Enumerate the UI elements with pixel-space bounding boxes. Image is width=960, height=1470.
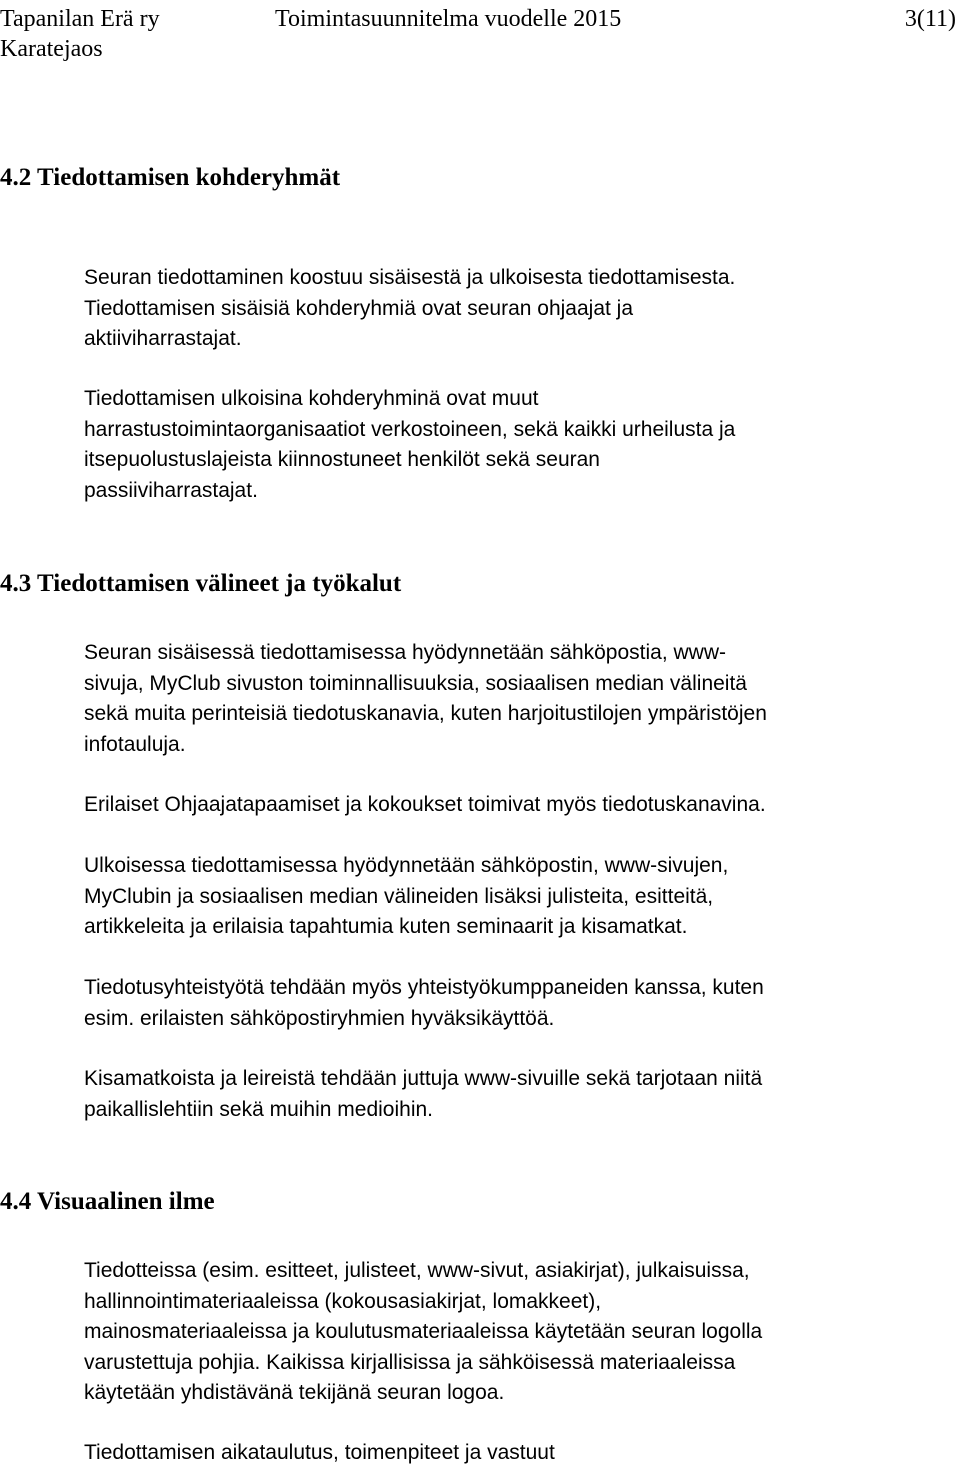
text-line: aktiiviharrastajat. <box>84 327 242 350</box>
text-line: Tiedotteissa (esim. esitteet, julisteet, www-sivut, asiakirjat), julkaisuissa, <box>84 1259 750 1282</box>
paragraph <box>84 263 735 355</box>
paragraph <box>84 851 728 943</box>
paragraph <box>84 790 766 821</box>
text-line: passiiviharrastajat. <box>84 478 258 502</box>
text-line: itsepuolustuslajeista kiinnostuneet henkilöt sekä seuran <box>84 448 600 471</box>
paragraph <box>84 1256 762 1409</box>
organization-name: Tapanilan Erä ry <box>0 6 160 32</box>
paragraph <box>84 1064 762 1125</box>
paragraph <box>84 638 767 760</box>
header-line <box>0 4 960 34</box>
text-line: Tiedottamisen aikataulutus, toimenpiteet ja vastuut <box>84 1441 555 1464</box>
text-line: harrastustoimintaorganisaatiot verkostoineen, sekä kaikki urheilusta ja <box>84 417 736 441</box>
text-line: Tiedottamisen ulkoisina kohderyhminä ovat muut <box>84 387 539 410</box>
section-heading-4-2: 4.2 Tiedottamisen kohderyhmät <box>0 164 341 191</box>
text-line: esim. erilaisten sähköpostiryhmien hyväksikäyttöä. <box>84 1006 555 1030</box>
text-line: MyClubin ja sosiaalisen median välineiden lisäksi julisteita, esitteitä, <box>84 884 714 908</box>
section-heading-4-4: 4.4 Visuaalinen ilme <box>0 1188 215 1215</box>
text-line: Seuran tiedottaminen koostuu sisäisestä ja ulkoisesta tiedottamisesta. <box>84 266 736 289</box>
text-line: varustettuja pohjia. Kaikissa kirjallisissa ja sähköisessä materiaaleissa <box>84 1350 736 1374</box>
text-line: artikkeleita ja erilaisia tapahtumia kuten seminaarit ja kisamatkat. <box>84 915 688 938</box>
text-line: Kisamatkoista ja leireistä tehdään juttuja www-sivuille sekä tarjotaan niitä <box>84 1067 763 1090</box>
text-line: käytetään yhdistävänä tekijänä seuran logoa. <box>84 1381 505 1404</box>
text-line: infotauluja. <box>84 732 186 756</box>
text-line: sekä muita perinteisiä tiedotuskanavia, kuten harjoitustilojen ympäristöjen <box>84 702 767 725</box>
section-heading-4-3: 4.3 Tiedottamisen välineet ja työkalut <box>0 570 402 597</box>
document-title: Toimintasuunnitelma vuodelle 2015 <box>275 6 622 32</box>
text-line: Tiedottamisen sisäisiä kohderyhmiä ovat seuran ohjaajat ja <box>84 296 634 320</box>
text-line: mainosmateriaaleissa ja koulutusmateriaaleissa käytetään seuran logolla <box>84 1320 763 1343</box>
department-name: Karatejaos <box>0 36 103 62</box>
text-line: Ulkoisessa tiedottamisessa hyödynnetään sähköpostin, www-sivujen, <box>84 854 729 877</box>
text-line: sivuja, MyClub sivuston toiminnallisuuksia, sosiaalisen median välineitä <box>84 671 747 695</box>
text-line: hallinnointimateriaaleissa (kokousasiakirjat, lomakkeet), <box>84 1289 602 1313</box>
page-number: 3(11) <box>904 6 956 32</box>
paragraph <box>84 1438 555 1469</box>
paragraph <box>84 384 735 506</box>
paragraph <box>84 973 764 1034</box>
text-line: Tiedotusyhteistyötä tehdään myös yhteistyökumppaneiden kanssa, kuten <box>84 976 764 999</box>
text-line: Seuran sisäisessä tiedottamisessa hyödynnetään sähköpostia, www- <box>84 641 727 664</box>
text-line: Erilaiset Ohjaajatapaamiset ja kokoukset toimivat myös tiedotuskanavina. <box>84 793 766 816</box>
text-line: paikallislehtiin sekä muihin medioihin. <box>84 1097 434 1121</box>
